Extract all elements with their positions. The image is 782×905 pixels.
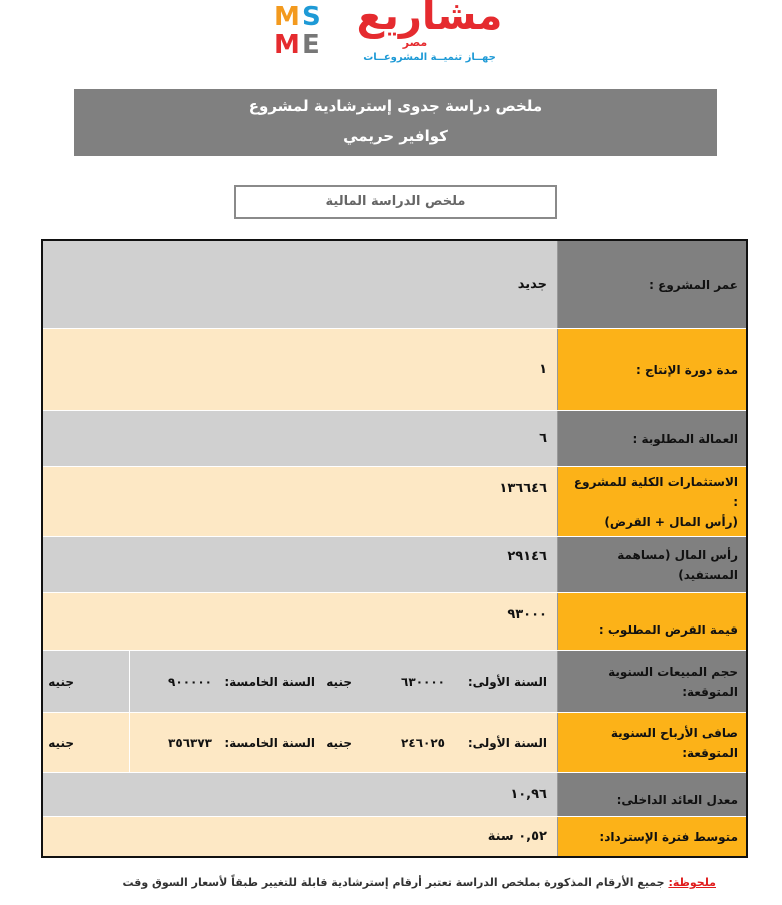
msme-logo <box>272 0 522 70</box>
row-value: ٦ <box>43 411 557 466</box>
year1-label: السنة الأولى: <box>467 674 547 689</box>
row-capital <box>43 537 746 593</box>
row-irr <box>43 773 746 817</box>
row-value <box>43 713 557 772</box>
row-label: متوسط فترة الإسترداد: <box>557 817 746 856</box>
row-annual-sales <box>43 651 746 713</box>
year5-value: ٩٠٠٠٠٠ <box>168 674 212 689</box>
row-payback <box>43 817 746 856</box>
row-value: ٠,٥٢ سنة <box>43 817 557 856</box>
year5-unit: جنيه <box>48 735 74 750</box>
year1-unit: جنيه <box>326 674 352 689</box>
row-label: معدل العائد الداخلى: <box>557 773 746 816</box>
row-loan <box>43 593 746 651</box>
row-value: ١٠,٩٦ <box>43 773 557 816</box>
year5-unit: جنيه <box>48 674 74 689</box>
row-value <box>43 651 557 712</box>
logo-letter-m1: M <box>274 2 300 32</box>
logo-subtitle: جهــاز تنميــة المشروعــات <box>363 52 496 63</box>
row-total-investment <box>43 467 746 537</box>
yearly-values <box>43 713 557 772</box>
row-labor <box>43 411 746 467</box>
row-label: صافى الأرباح السنوية المتوقعة: <box>557 713 746 772</box>
banner-title: ملخص دراسة جدوى إسترشادية لمشروع <box>248 97 543 115</box>
footnote <box>122 876 716 889</box>
row-value: ١٣٦٦٤٦ <box>43 467 557 536</box>
logo-letter-m2: M <box>274 30 300 60</box>
row-label-line1: الاستثمارات الكلية للمشروع : <box>573 474 738 509</box>
row-value: جديد <box>43 241 557 328</box>
row-value: ١ <box>43 329 557 410</box>
row-label-line2: (رأس المال + القرض) <box>604 514 738 529</box>
row-annual-profit <box>43 713 746 773</box>
row-label: العمالة المطلوبة : <box>557 411 746 466</box>
row-value: ٩٣٠٠٠ <box>43 593 557 650</box>
year1-value: ٦٣٠٠٠٠ <box>401 674 445 689</box>
unit-divider <box>129 713 130 772</box>
year5-label: السنة الخامسة: <box>224 735 315 750</box>
row-label: رأس المال (مساهمة المستفيد) <box>557 537 746 592</box>
logo-tag: مصر <box>402 36 428 49</box>
msme-letters <box>272 2 336 58</box>
unit-divider <box>129 651 130 712</box>
row-value: ٢٩١٤٦ <box>43 537 557 592</box>
yearly-values <box>43 651 557 712</box>
project-name: كوافير حريمي <box>343 127 448 145</box>
year1-value: ٢٤٦٠٢٥ <box>401 735 445 750</box>
row-label <box>557 467 746 536</box>
row-project-age <box>43 241 746 329</box>
footnote-label: ملحوظة: <box>668 876 716 889</box>
year1-label: السنة الأولى: <box>467 735 547 750</box>
logo-letter-s: S <box>302 2 321 32</box>
title-banner <box>74 89 717 156</box>
row-label: حجم المبيعات السنوية المتوقعة: <box>557 651 746 712</box>
year5-label: السنة الخامسة: <box>224 674 315 689</box>
year1-unit: جنيه <box>326 735 352 750</box>
logo-wordmark: مشاريع <box>356 0 503 39</box>
logo-letter-e: E <box>302 30 320 60</box>
footnote-text: جميع الأرقام المذكورة بملخص الدراسة تعتبر أرقام إسترشادية قابلة للتغيير طبقاً لأسعار السوق وقت <box>122 876 669 889</box>
year5-value: ٣٥٦٣٧٣ <box>168 735 212 750</box>
row-production-cycle <box>43 329 746 411</box>
row-label: قيمة القرض المطلوب : <box>557 593 746 650</box>
row-label: عمر المشروع : <box>557 241 746 328</box>
financial-summary-table <box>41 239 748 858</box>
section-title: ملخص الدراسة المالية <box>234 185 557 219</box>
row-label: مدة دورة الإنتاج : <box>557 329 746 410</box>
